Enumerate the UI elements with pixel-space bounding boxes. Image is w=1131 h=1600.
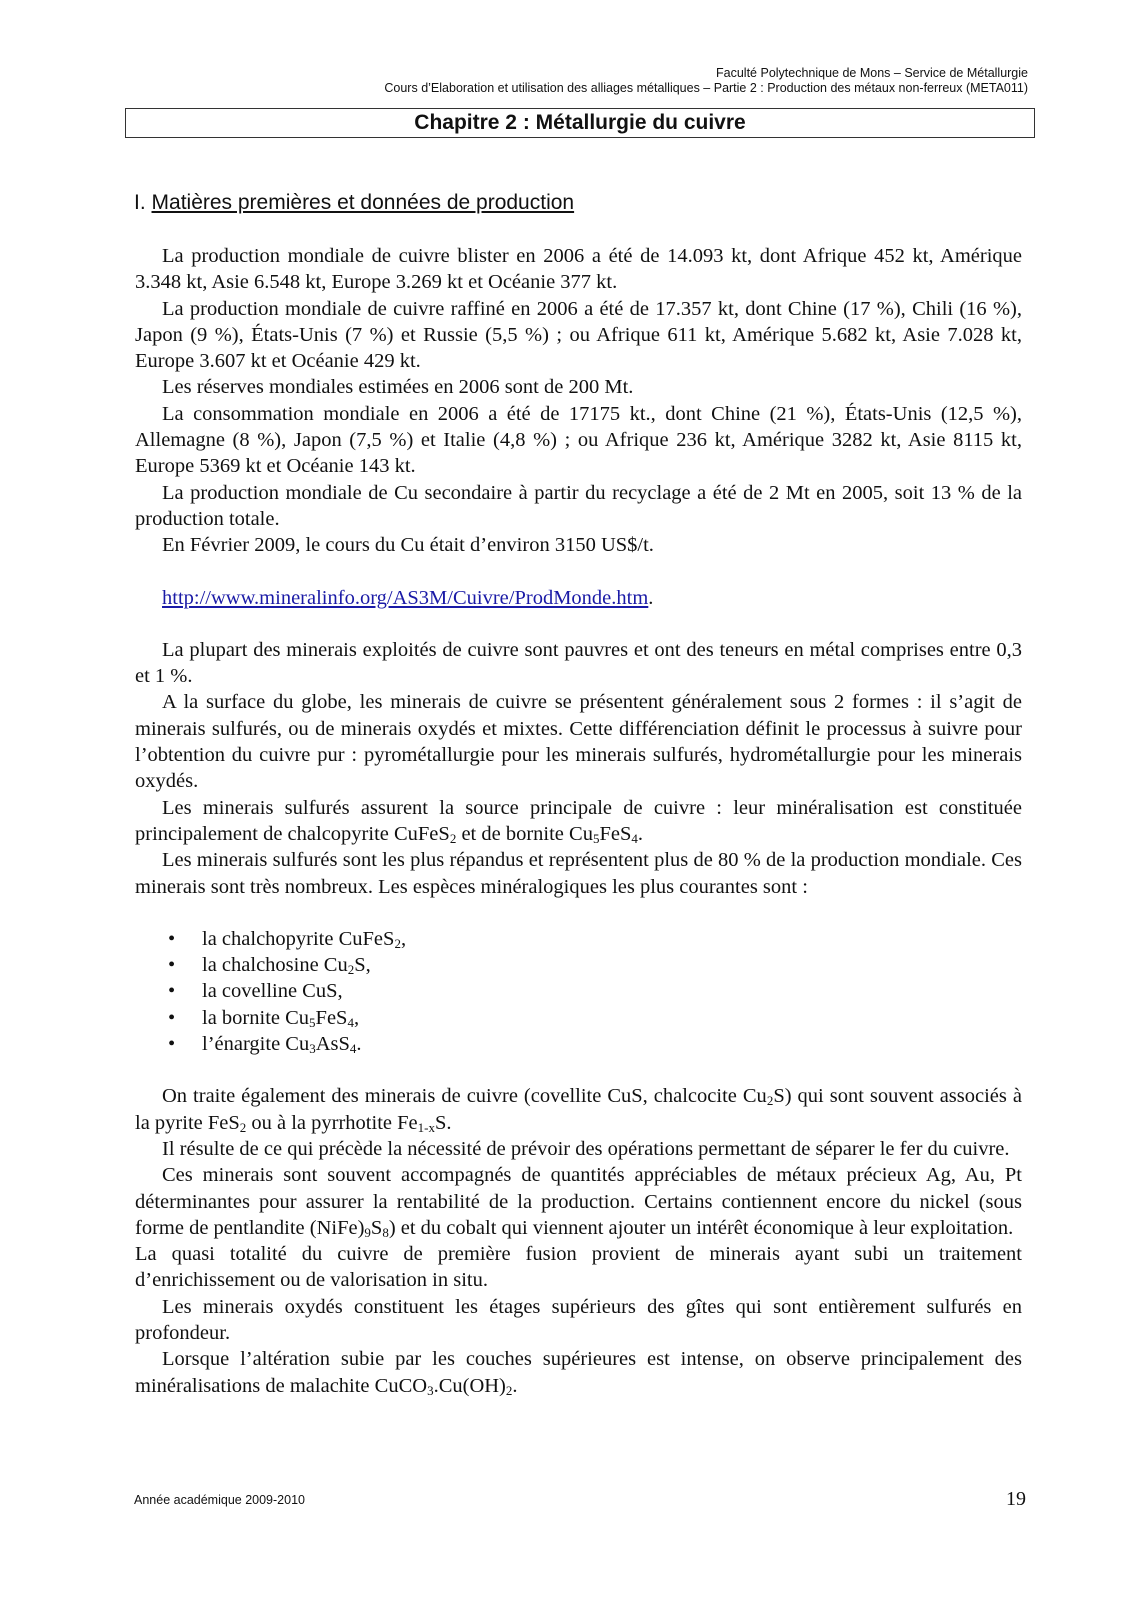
mineralinfo-link[interactable]: http://www.mineralinfo.org/AS3M/Cuivre/ProdMonde.htm (162, 586, 649, 609)
paragraph-consommation: La consommation mondiale en 2006 a été de 17175 kt., dont Chine (21 %), États-Unis (12,5 %), Allemagne (8 %), Japon (7,5 %) et Italie (4,8 %) ; ou Afrique 236 kt, Amérique 3282 kt, Asie 8115 kt, Europe 5369 kt et Océanie 143 kt. (135, 402, 1022, 478)
bullet-icon: • (168, 954, 176, 977)
header-course: Cours d’Elaboration et utilisation des alliages métalliques – Partie 2 : Production des métaux non-ferreux (META011) (384, 81, 1028, 95)
list-item: • la chalchopyrite CuFeS$_2$, (168, 927, 407, 951)
list-item: • la bornite $Cu_5FeS_4$, (168, 1006, 360, 1030)
paragraph-premiere-fusion: La quasi totalité du cuivre de première fusion provient de minerais ayant subi un traitement d’enrichissement ou de valorisation in situ. (135, 1243, 1022, 1292)
list-item: • l’énargite $Cu_3AsS_4$. (168, 1033, 362, 1057)
header-institution: Faculté Polytechnique de Mons – Service de Métallurgie (716, 66, 1028, 80)
paragraph-formes: A la surface du globe, les minerais de cuivre se présentent généralement sous 2 formes : il s’agit de minerais sulfurés, ou de minerais oxydés et mixtes. Cette différenciation définit le processus à suivre pour l’obtention du cuivre pur : pyrométallurgie pour les minerais sulfurés, hydrométallurgie pour les minerais oxydés. (135, 691, 1022, 793)
minerals-list (135, 926, 1022, 1057)
paragraph-reserves: Les réserves mondiales estimées en 2006 sont de 200 Mt. (162, 376, 634, 399)
section-title: Matières premières et données de production (151, 191, 575, 214)
bullet-icon: • (168, 980, 176, 1003)
bullet-icon: • (168, 1033, 176, 1056)
paragraph-sulfures-source: Les minerais sulfurés assurent la source principale de cuivre : leur minéralisation est constituée principalement de chalcopyrite CuFeS$_2$ et de bornite $Cu_5FeS_4$. (135, 796, 1022, 846)
section-heading (134, 191, 574, 215)
chapter-title-box (125, 108, 1035, 138)
paragraph-teneurs: La plupart des minerais exploités de cuivre sont pauvres et ont des teneurs en métal comprises entre 0,3 et 1 %. (135, 638, 1022, 688)
list-item: • la covelline CuS, (135, 978, 1022, 1004)
paragraph-cours: En Février 2009, le cours du Cu était d’environ 3150 US$/t. (162, 534, 654, 557)
paragraph-blister: La production mondiale de cuivre blister en 2006 a été de 14.093 kt, dont Afrique 452 kt, Amérique 3.348 kt, Asie 6.548 kt, Europe 3.269 kt et Océanie 377 kt. (135, 245, 1022, 294)
paragraph-metaux-precieux: Ces minerais sont souvent accompagnés de quantités appréciables de métaux précieux Ag, Au, Pt déterminantes pour assurer la rentabilité de la production. Certains contiennent encore du nickel (sous forme de pentlandite $(NiFe)_9S_8$) et du cobalt qui viennent ajouter un intérêt économique à leur exploitation. (135, 1164, 1022, 1240)
link-paragraph: http://www.mineralinfo.org/AS3M/Cuivre/ProdMonde.htm. (162, 586, 654, 609)
paragraph-sulfures-repandus: Les minerais sulfurés sont les plus répandus et représentent plus de 80 % de la production mondiale. Ces minerais sont très nombreux. Les espèces minéralogiques les plus courantes sont : (135, 849, 1022, 898)
paragraph-malachite: Lorsque l’altération subie par les couches supérieures est intense, on observe principalement des minéralisations de malachite $CuCO_3.Cu(OH)_2$. (135, 1348, 1022, 1398)
footer-academic-year: Année académique 2009-2010 (134, 1493, 305, 1507)
chapter-title: Chapitre 2 : Métallurgie du cuivre (414, 111, 746, 134)
paragraph-separation: Il résulte de ce qui précède la nécessité de prévoir des opérations permettant de séparer le fer du cuivre. (162, 1137, 1010, 1160)
bullet-icon: • (168, 927, 176, 950)
bullet-icon: • (168, 1006, 176, 1029)
page-number: 19 (1006, 1488, 1026, 1510)
paragraph-recyclage: La production mondiale de Cu secondaire à partir du recyclage a été de 2 Mt en 2005, soit 13 % de la production totale. (135, 481, 1022, 530)
section-number: I. (134, 191, 152, 214)
paragraph-oxydes: Les minerais oxydés constituent les étages supérieurs des gîtes qui sont entièrement sulfurés en profondeur. (135, 1295, 1022, 1344)
document-body (135, 243, 1022, 1399)
paragraph-raffine: La production mondiale de cuivre raffiné en 2006 a été de 17.357 kt, dont Chine (17 %), Chili (16 %), Japon (9 %), États-Unis (7 %) et Russie (5,5 %) ; ou Afrique 611 kt, Amérique 5.682 kt, Asie 7.028 kt, Europe 3.607 kt et Océanie 429 kt. (135, 297, 1022, 373)
list-item: • la chalchosine $Cu_2S$, (168, 954, 371, 978)
paragraph-covellite: On traite également des minerais de cuivre (covellite CuS, chalcocite $Cu_2S$) qui sont souvent associés à la pyrite FeS$_2$ ou à la pyrrhotite $Fe_{1-x}S$. (135, 1085, 1022, 1135)
